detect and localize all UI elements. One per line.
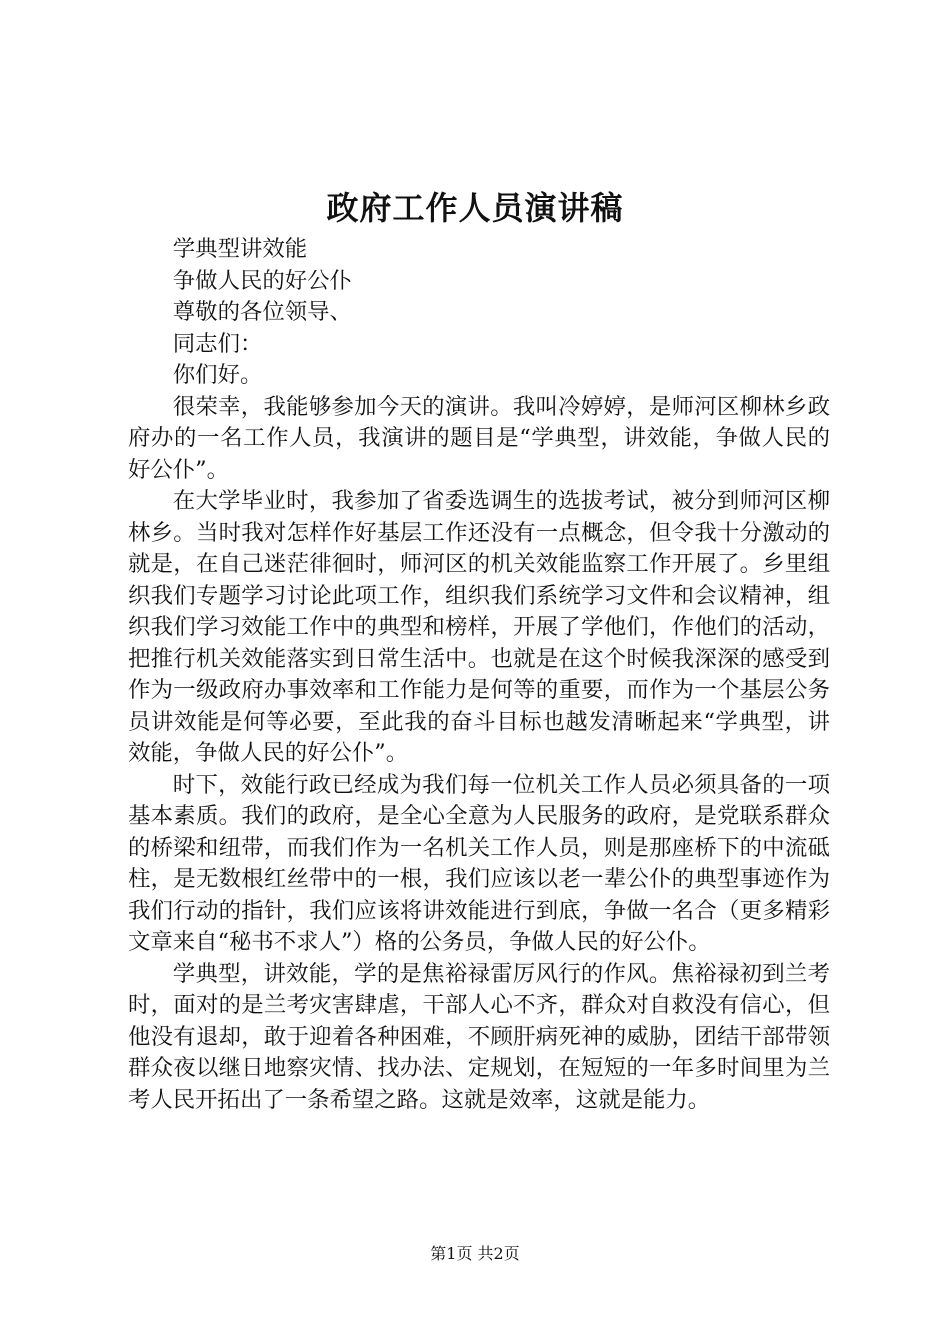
paragraph: 时下，效能行政已经成为我们每一位机关工作人员必须具备的一项基本素质。我们的政府，是全心全意为人民服务的政府，是党联系群众的桥梁和纽带，而我们作为一名机关工作人员，则是那座桥下的中流砥柱，是无数根红丝带中的一根，我们应该以老一辈公仆的典型事迹作为我们行动的指针，我们应该将讲效能进行到底，争做一名合（更多精彩文章来自“秘书不求人”）格的公务员，争做人民的好公仆。 xyxy=(128,771,830,955)
paragraph: 同志们： xyxy=(172,330,263,357)
document-body xyxy=(128,234,830,1116)
paragraph: 尊敬的各位领导、 xyxy=(172,299,352,325)
paragraph: 争做人民的好公仆 xyxy=(172,267,352,294)
page-footer: 第1页 共2页 xyxy=(430,1244,520,1263)
paragraph: 学典型，讲效能，学的是焦裕禄雷厉风行的作风。焦裕禄初到兰考时，面对的是兰考灾害肆虐，干部人心不齐，群众对自救没有信心，但他没有退却，敢于迎着各种困难，不顾肝病死神的威胁，团结干部带领群众夜以继日地察灾情、找办法、定规划，在短短的一年多时间里为兰考人民开拓出了一条希望之路。这就是效率，这就是能力。 xyxy=(128,960,830,1113)
paragraph: 学典型讲效能 xyxy=(172,236,308,262)
paragraph: 在大学毕业时，我参加了省委选调生的选拔考试，被分到师河区柳林乡。当时我对怎样作好基层工作还没有一点概念，但令我十分激动的就是，在自己迷茫徘徊时，师河区的机关效能监察工作开展了。乡里组织我们专题学习讨论此项工作，组织我们系统学习文件和会议精神，组织我们学习效能工作中的典型和榜样，开展了学他们，作他们的活动，把推行机关效能落实到日常生活中。也就是在这个时候我深深的感受到作为一级政府办事效率和工作能力是何等的重要，而作为一个基层公务员讲效能是何等必要，至此我的奋斗目标也越发清晰起来“学典型，讲效能，争做人民的好公仆”。 xyxy=(128,488,830,766)
paragraph: 你们好。 xyxy=(172,362,263,388)
paragraph: 很荣幸，我能够参加今天的演讲。我叫冷婷婷，是师河区柳林乡政府办的一名工作人员，我演讲的题目是“学典型，讲效能，争做人民的好公仆”。 xyxy=(128,393,830,483)
document-title: 政府工作人员演讲稿 xyxy=(326,189,624,227)
